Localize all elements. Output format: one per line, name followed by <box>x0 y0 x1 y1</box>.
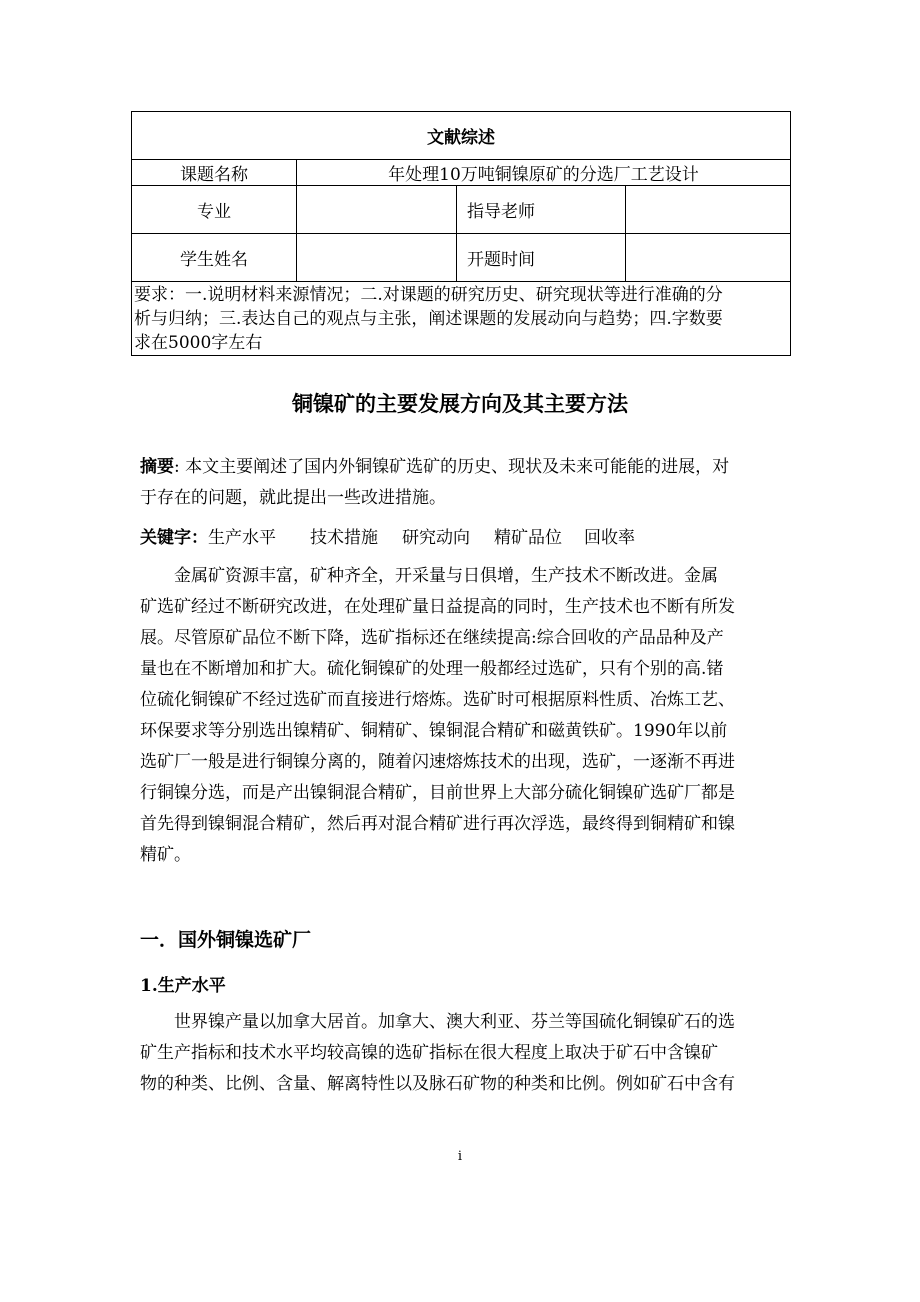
page-number: i <box>457 1149 463 1164</box>
abstract-line <box>140 452 792 483</box>
topic-label: 课题名称 <box>132 160 297 186</box>
paragraph-line: 展。尽管原矿品位不断下降，选矿指标还在继续提高:综合回收的产品品种及产 <box>140 628 724 648</box>
keyword-item: 技术措施 <box>310 528 378 548</box>
section-paragraph <box>140 1007 792 1100</box>
table-title: 文献综述 <box>132 112 791 160</box>
section-heading: 一．国外铜镍选矿厂 <box>140 929 312 951</box>
paragraph-line: 行铜镍分选，而是产出镍铜混合精矿，目前世界上大部分硫化铜镍矿选矿厂都是 <box>140 783 735 803</box>
abstract <box>140 452 792 514</box>
paragraph-line: 物的种类、比例、含量、解离特性以及脉石矿物的种类和比例。例如矿石中含有 <box>140 1074 735 1094</box>
keyword-item: 精矿品位 <box>494 528 562 548</box>
requirements-line: 析与归纳；三.表达自己的观点与主张，阐述课题的发展动向与趋势；四.字数要 <box>134 309 723 329</box>
intro-paragraph <box>140 561 792 871</box>
major-label: 专业 <box>132 186 297 234</box>
topic-value: 年处理10万吨铜镍原矿的分选厂工艺设计 <box>297 160 791 186</box>
keywords <box>140 523 792 554</box>
requirements-line: 求在5000字左右 <box>134 333 263 353</box>
paragraph-line: 选矿厂一般是进行铜镍分离的，随着闪速熔炼技术的出现，选矿，一逐渐不再进 <box>140 752 735 772</box>
major-value <box>297 186 457 234</box>
subsection-heading: 1.生产水平 <box>140 976 226 996</box>
advisor-value <box>626 186 791 234</box>
paragraph-line: 精矿。 <box>140 845 191 865</box>
paragraph-line: 环保要求等分别选出镍精矿、铜精矿、镍铜混合精矿和磁黄铁矿。1990年以前 <box>140 721 728 741</box>
paragraph-line: 首先得到镍铜混合精矿，然后再对混合精矿进行再次浮选，最终得到铜精矿和镍 <box>140 814 735 834</box>
paragraph-line: 位硫化铜镍矿不经过选矿而直接进行熔炼。选矿时可根据原料性质、冶炼工艺、 <box>140 690 735 710</box>
keywords-label: 关键字： <box>140 528 208 548</box>
requirements-line: 要求：一.说明材料来源情况；二.对课题的研究历史、研究现状等进行准确的分 <box>134 285 723 305</box>
requirements-cell <box>132 282 791 356</box>
paragraph-line: 矿生产指标和技术水平均较高镍的选矿指标在很大程度上取决于矿石中含镍矿 <box>140 1043 718 1063</box>
abstract-text: : 本文主要阐述了国内外铜镍矿选矿的历史、现状及未来可能能的进展，对 <box>174 457 730 477</box>
abstract-line: 于存在的问题，就此提出一些改进措施。 <box>140 488 446 508</box>
header-info-table <box>131 111 791 356</box>
paragraph-line: 金属矿资源丰富，矿种齐全，开采量与日俱增，生产技术不断改进。金属 <box>140 566 718 586</box>
paragraph-line: 量也在不断增加和扩大。硫化铜镍矿的处理一般都经过选矿，只有个别的高.锗 <box>140 659 724 679</box>
main-title: 铜镍矿的主要发展方向及其主要方法 <box>292 391 628 416</box>
open-date-label: 开题时间 <box>457 234 626 282</box>
abstract-label: 摘要 <box>140 457 174 477</box>
keyword-item: 回收率 <box>584 528 635 548</box>
paragraph-line: 矿选矿经过不断研究改进，在处理矿量日益提高的同时，生产技术也不断有所发 <box>140 597 735 617</box>
paragraph-line: 世界镍产量以加拿大居首。加拿大、澳大利亚、芬兰等国硫化铜镍矿石的选 <box>140 1012 735 1032</box>
student-name-value <box>297 234 457 282</box>
keyword-item: 生产水平 <box>208 528 276 548</box>
student-name-label: 学生姓名 <box>132 234 297 282</box>
open-date-value <box>626 234 791 282</box>
keyword-item: 研究动向 <box>402 528 470 548</box>
advisor-label: 指导老师 <box>457 186 626 234</box>
